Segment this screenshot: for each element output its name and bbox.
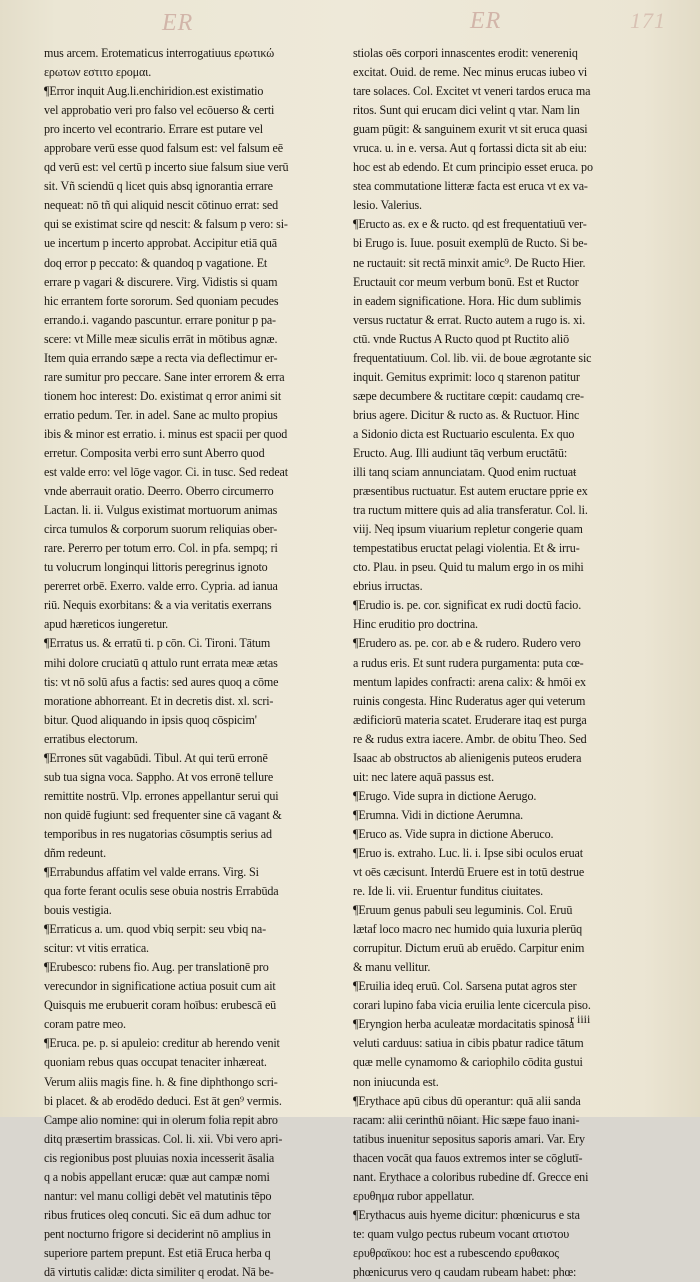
text-line: sub tua signa voca. Sappho. At vos erronē tellure bbox=[44, 769, 274, 784]
text-line: viij. Neq ipsum viuarium repletur congerie quam bbox=[353, 522, 583, 537]
text-line: dā virtutis calidæ: dicta similiter q erodat. Nā be- bbox=[44, 1265, 274, 1279]
text-line: nequeat: nō tñ qui aliquid nescit cōtinuo errat: sed bbox=[44, 198, 279, 213]
text-line: ερυθημα rubor appellatur. bbox=[353, 1188, 475, 1203]
text-line: re. Ide li. vii. Eruentur funditus ciuitates. bbox=[353, 884, 544, 899]
text-line: sit. Vñ sciendū q licet quis absq ignorantia errare bbox=[44, 179, 273, 194]
text-line: dñm redeunt. bbox=[44, 845, 107, 860]
text-line: coram patre meo. bbox=[44, 1017, 126, 1032]
text-line: ερωτων εστιτο ερομαι. bbox=[44, 65, 152, 80]
text-line: vel approbatio veri pro falso vel ecōuerso & certi bbox=[44, 103, 275, 118]
text-line: ¶Eruco as. Vide supra in dictione Aberuco. bbox=[353, 826, 554, 841]
text-line: riū. Nequis exorbitans: & a via veritatis exerrans bbox=[44, 598, 272, 613]
text-line: vnde aberrauit oratio. Deerro. Oberro circumerro bbox=[44, 484, 274, 499]
text-line: præsentibus ructuatur. Est autem eructare pprie ex bbox=[353, 484, 588, 499]
text-line: remittite nostrū. Vlp. errones appellantur serui qui bbox=[44, 788, 279, 803]
text-column-right bbox=[353, 44, 653, 1282]
text-line: Hinc eruditio pro doctrina. bbox=[353, 617, 478, 632]
text-line: tu volucrum longinqui littoris peregrinus ignoto bbox=[44, 560, 268, 575]
text-line: ¶Erudero as. pe. cor. ab e & rudero. Rudero vero bbox=[353, 636, 581, 651]
text-line: cis regionibus post pluuias noxia incesserit āsalia bbox=[44, 1150, 275, 1165]
text-line: ¶Eruca. pe. p. si apuleio: creditur ab herendo venit bbox=[44, 1036, 280, 1051]
text-line: tis: vt nō solū afus a factis: sed aures quoq a cōme bbox=[44, 674, 279, 689]
text-line: ¶Erratus us. & erratū ti. p cōn. Ci. Tironi. Tātum bbox=[44, 636, 271, 651]
text-line: ¶Error inquit Aug.li.enchiridion.est existimatio bbox=[44, 84, 264, 99]
text-line: ¶Erythacus auis hyeme dicitur: phœnicurus e sta bbox=[353, 1207, 580, 1222]
signature-mark: r iiii bbox=[570, 1012, 591, 1026]
text-line: ctū. vnde Ructus A Ructo quod pt Ructito aliō bbox=[353, 331, 569, 346]
text-line: mihi dolore cruciatū q attulo runt errata meæ ætas bbox=[44, 655, 278, 670]
text-line: uit: nec latere aquā passus est. bbox=[353, 769, 494, 784]
text-line: & manu vellitur. bbox=[353, 960, 431, 975]
text-line: vruca. u. in e. versa. Aut q fortassi dicta sit ab eiu: bbox=[353, 141, 587, 156]
text-line: ¶Erraticus a. um. quod vbiq serpit: seu vbiq na- bbox=[44, 922, 266, 937]
text-line: Quisquis me erubuerit coram hoībus: erubescā eū bbox=[44, 998, 277, 1013]
text-line: in eadem significatione. Hora. Hic dum sublimis bbox=[353, 293, 582, 308]
text-line: mus arcem. Erotematicus interrogatiuus ερωτικώ bbox=[44, 46, 275, 60]
text-line: errando.i. vagando pascuntur. errare ponitur p pa- bbox=[44, 312, 276, 327]
text-line: a rudus eris. Et sunt rudera purgamenta: puta cœ- bbox=[353, 655, 584, 670]
text-line: pent nocturno frigore si deciderint nō amplius in bbox=[44, 1226, 271, 1241]
text-line: scere: vt Mille meæ siculis errāt in mōtibus agnæ. bbox=[44, 331, 278, 346]
text-line: erratio pedum. Ter. in adel. Sane ac multo propius bbox=[44, 407, 278, 422]
text-line: phœnicurus vero q caudam rubeam habet: phœ: bbox=[353, 1265, 577, 1279]
text-line: veluti carduus: satiua in cibis pbatur radice tātum bbox=[353, 1036, 584, 1051]
text-line: thacen vocāt qua fauos extremos inter se cōglutī- bbox=[353, 1150, 583, 1165]
text-line: est valde erro: vel lōge vagor. Ci. in tusc. Sed redeat bbox=[44, 465, 288, 480]
text-line: circa tumulos & corporum suorum reliquias ober- bbox=[44, 522, 278, 537]
text-line: Eructauit cor meum verbum bonū. Est et Ructor bbox=[353, 274, 579, 289]
text-line: tra ructum mittere quis ad alia transferatur. Col. li. bbox=[353, 503, 588, 518]
text-line: ¶Erudio is. pe. cor. significat ex rudi doctū facio. bbox=[353, 598, 582, 613]
text-line: lesio. Valerius. bbox=[353, 198, 422, 213]
text-line: ¶Erubesco: rubens fio. Aug. per translationē pro bbox=[44, 960, 269, 975]
text-line: q a nobis appellant erucæ: quæ aut campæ nomi bbox=[44, 1169, 270, 1184]
text-line: moratione abhorreant. Et in decretis dist. xl. scri- bbox=[44, 693, 274, 708]
text-line: ¶Eruilia ideq eruū. Col. Sarsena putat agros ster bbox=[353, 979, 577, 994]
text-line: sæpe decumbere & ructitare cœpit: caudamq cre- bbox=[353, 388, 584, 403]
text-line: erratibus electorum. bbox=[44, 731, 138, 746]
text-line: nantur: vel manu colligi debēt vel matutinis tēpo bbox=[44, 1188, 272, 1203]
text-line: tatibus inuenitur sepositus saporis amari. Var. Ery bbox=[353, 1131, 585, 1146]
text-line: ruinis congesta. Hinc Ruderatus ager qui veterum bbox=[353, 693, 586, 708]
text-line: corrupitur. Dictum eruū ab eruēdo. Carpitur enim bbox=[353, 941, 585, 956]
text-line: scitur: vt vitis erratica. bbox=[44, 941, 149, 956]
text-line: stea commutatione litteræ facta est eruca vt ex va- bbox=[353, 179, 588, 194]
text-line: pererret orbē. Exerro. valde erro. Cypria. ad ianua bbox=[44, 579, 278, 594]
text-line: ¶Erythace apū cibus dū operantur: quā alii sanda bbox=[353, 1093, 581, 1108]
text-line: ¶Eruum genus pabuli seu leguminis. Col. Eruū bbox=[353, 903, 573, 918]
text-line: ibis & minor est erratio. i. minus est spacii per quod bbox=[44, 426, 288, 441]
text-line: versus ructatur & errat. Ructo autem a rugo is. xi. bbox=[353, 312, 586, 327]
text-line: bouis vestigia. bbox=[44, 903, 112, 918]
text-line: ¶Erumna. Vidi in dictione Aerumna. bbox=[353, 807, 524, 822]
text-line: bi placet. & ab erodēdo deduci. Est āt gen⁹ vermis. bbox=[44, 1093, 282, 1108]
text-line: errare p vagari & discurere. Virg. Vidistis si quam bbox=[44, 274, 278, 289]
text-line: qd verū est: vel certū p incerto siue falsum siue verū bbox=[44, 160, 289, 175]
text-column-left bbox=[44, 44, 344, 1282]
text-line: lætaf loco macro nec humido quia luxuria plerūq bbox=[353, 922, 583, 937]
text-line: qua forte ferant oculis sese obuia nostris Errabūda bbox=[44, 884, 279, 899]
text-line: Verum aliis magis fine. h. & fine diphthongo scri- bbox=[44, 1074, 278, 1089]
text-line: Campe alio nomine: qui in olerum folia repit abro bbox=[44, 1112, 278, 1127]
text-line: guam pūgit: & sanguinem exurit vt sit eruca quasi bbox=[353, 122, 588, 137]
text-line: corari lupino faba vicia eruilia lente cicercula piso. bbox=[353, 998, 591, 1013]
text-line: quoniam rebus quas occupat tenaciter inhæreat. bbox=[44, 1055, 267, 1070]
text-line: apud hæreticos iungeretur. bbox=[44, 617, 169, 632]
text-line: ue incertum p incerto approbat. Accipitur etiā quā bbox=[44, 236, 277, 251]
text-line: non iniucunda est. bbox=[353, 1074, 439, 1089]
text-line: ritos. Sunt qui erucam dici velint q vtar. Nam lin bbox=[353, 103, 580, 118]
text-line: doq error p peccato: & quandoq p vagatione. Et bbox=[44, 255, 268, 270]
text-line: vt oēs cæcisunt. Interdū Eruere est in totū destrue bbox=[353, 865, 585, 880]
text-line: cto. Plau. in pseu. Quid tu malum ergo in os mihi bbox=[353, 560, 584, 575]
text-line: rare. Pererro per totum erro. Col. in pfa. sempq; ri bbox=[44, 541, 278, 556]
text-line: ¶Erugo. Vide supra in dictione Aerugo. bbox=[353, 788, 537, 803]
text-line: qui se existimat scire qd nescit: & falsum p vero: si- bbox=[44, 217, 288, 232]
text-line: ditq præsertim brassicas. Col. li. xii. Vbi vero apri- bbox=[44, 1131, 283, 1146]
text-line: bitur. Quod aliquando in ipsis quoq cōspicim' bbox=[44, 712, 257, 727]
text-line: brius agere. Dicitur & ructo as. & Ructuor. Hinc bbox=[353, 407, 580, 422]
text-line: rare sumitur pro peccare. Sane inter errorem & erra bbox=[44, 369, 285, 384]
text-line: superiore partem prepunt. Est etiā Eruca herba q bbox=[44, 1245, 271, 1260]
text-line: ¶Eructo as. ex e & ructo. qd est frequentatiuū ver- bbox=[353, 217, 587, 232]
text-line: tempestatibus eructat pelagi violentia. Et & irru- bbox=[353, 541, 580, 556]
text-line: Item quia errando sæpe a recta via deflectimur er- bbox=[44, 350, 278, 365]
text-line: Eructo. Aug. Illi audiunt tāq verbum eructātū: bbox=[353, 445, 568, 460]
text-line: te: quam vulgo pectus rubeum vocant ατιστου bbox=[353, 1226, 570, 1241]
handwritten-mark-left: ER bbox=[162, 10, 194, 36]
text-line: frequentatiuum. Col. lib. vii. de boue ægrotante sic bbox=[353, 350, 592, 365]
text-line: hoc est ab edendo. Et cum principio esset eruca. po bbox=[353, 160, 593, 175]
text-line: tare solaces. Col. Excitet vt veneri tardos eruca ma bbox=[353, 84, 591, 99]
text-line: non quidē fugiunt: sed frequenter sine cā vagant & bbox=[44, 807, 282, 822]
text-line: ¶Errones sūt vagabūdi. Tibul. At qui terū erronē bbox=[44, 750, 268, 765]
text-line: nant. Erythace a coloribus rubedine df. Grecce eni bbox=[353, 1169, 589, 1184]
text-line: quæ melle cynamomo & cariophilo cōdita gustui bbox=[353, 1055, 583, 1070]
text-line: tionem hoc interest: Do. existimat q error animi sit bbox=[44, 388, 282, 403]
text-line: approbare verū esse quod falsum est: vel falsum eē bbox=[44, 141, 283, 156]
text-line: mentum lapides confracti: arena calix: & hmōi ex bbox=[353, 674, 586, 689]
text-line: ¶Eruo is. extraho. Luc. li. i. Ipse sibi oculos eruat bbox=[353, 845, 583, 860]
text-line: Isaac ab obstructos ab alienigenis puteos erudera bbox=[353, 750, 582, 765]
text-line: stiolas oēs corpori innascentes erodit: venereniq bbox=[353, 46, 578, 60]
text-line: hic errantem forte sororum. Sed quoniam pecudes bbox=[44, 293, 279, 308]
text-line: erretur. Composita verbi erro sunt Aberro quod bbox=[44, 445, 265, 460]
text-line: re & rudus extra iacere. Ambr. de obitu Theo. Sed bbox=[353, 731, 587, 746]
text-line: Lactan. li. ii. Vulgus existimat mortuorum animas bbox=[44, 503, 278, 518]
text-line: bi Erugo is. Iuue. posuit exemplū de Ructo. Si be- bbox=[353, 236, 588, 251]
text-line: inquit. Gemitus exprimit: loco q starenon patitur bbox=[353, 369, 580, 384]
text-line: ebrius irructas. bbox=[353, 579, 423, 594]
text-line: a Sidonio dicta est Ructuario esculenta. Ex quo bbox=[353, 426, 575, 441]
text-line: ερυθραϊκου: hoc est a rubescendo ερυθακος bbox=[353, 1245, 559, 1260]
folio-number: 171 bbox=[630, 8, 666, 33]
text-line: ne ructauit: sit rectā minxit amic⁹. De Ructo Hier. bbox=[353, 255, 586, 270]
handwritten-mark-center: ER bbox=[470, 8, 502, 34]
text-line: pro incerto vel econtrario. Errare est putare vel bbox=[44, 122, 263, 137]
text-line: excitat. Ouid. de reme. Nec minus erucas iubeo vi bbox=[353, 65, 588, 80]
text-line: illi tanq sciam annunciatam. Quod enim ructuaŧ bbox=[353, 465, 577, 480]
text-line: verecundor in significatione actiua posuit cum ait bbox=[44, 979, 276, 994]
text-line: racam: alii cerinthū nōiant. Hic sæpe fauo inani- bbox=[353, 1112, 580, 1127]
text-line: ¶Errabundus affatim vel valde errans. Virg. Si bbox=[44, 865, 259, 880]
text-line: ¶Eryngion herba aculeatæ mordacitatis spinosa bbox=[353, 1017, 575, 1032]
text-line: temporibus in res nugatorias cōsumptis serius ad bbox=[44, 826, 272, 841]
text-line: ædificiorū materia scatet. Eruderare itaq est purga bbox=[353, 712, 587, 727]
text-line: ribus frutices oleq concuti. Sic eā dum adhuc tor bbox=[44, 1207, 271, 1222]
